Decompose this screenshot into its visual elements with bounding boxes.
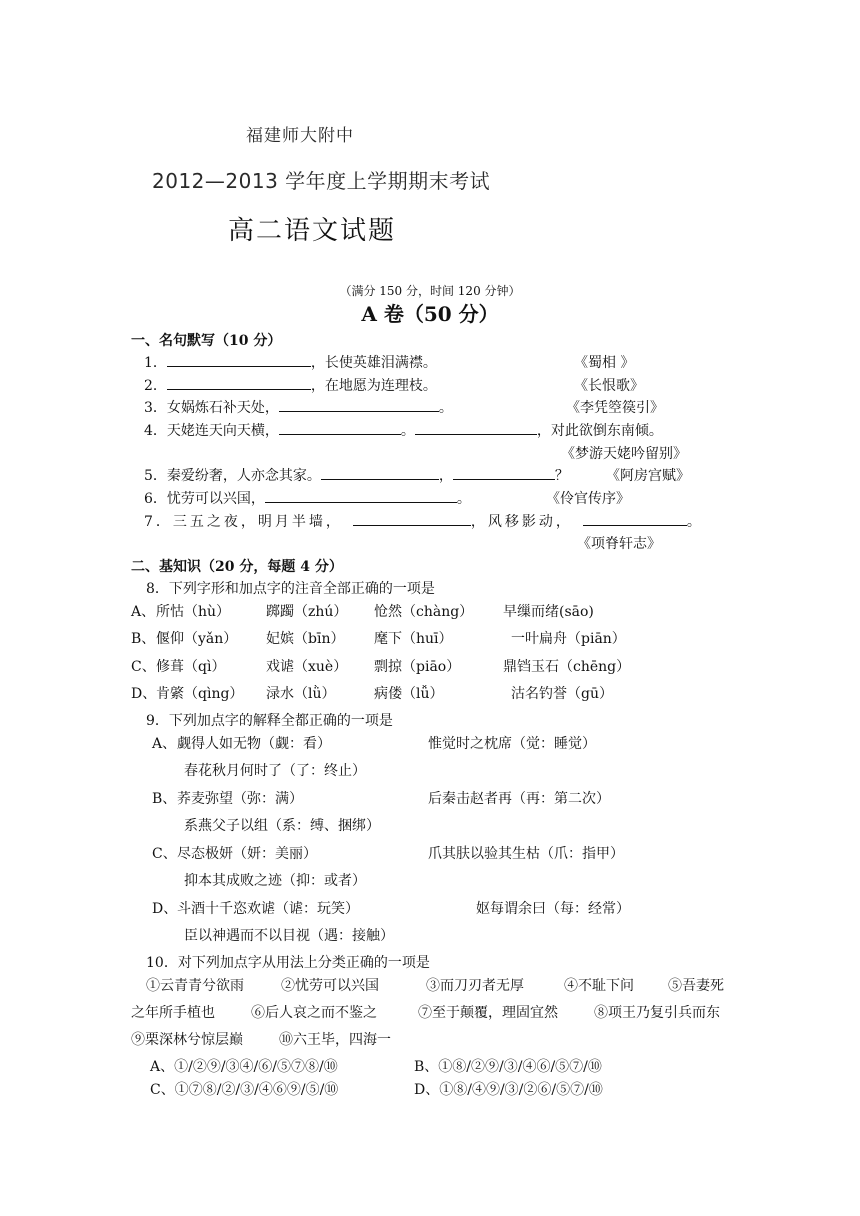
volume-title: A 卷（50 分） xyxy=(361,302,499,326)
exam-term: 2012—2013 学年度上学期期末考试 xyxy=(152,169,491,193)
question-3: 3．女娲炼石补天处， 。 xyxy=(144,397,453,417)
question-9-option-c[interactable]: C、 尽态极妍（妍：美丽） 爪其肤以验其生枯（爪：指甲） 抑本其成败之迹（抑：或者） xyxy=(152,846,624,889)
question-4: 4．天姥连天向天横， 。 ，对此欲倒东南倾。 xyxy=(144,420,663,440)
question-2: 2． ，在地愿为连理枝。 xyxy=(144,375,437,395)
question-8-option-d[interactable]: D、 肯綮（qìng） 渌水（lǜ） 病偻（lǚ） 沽名钓誉（gū） xyxy=(131,686,613,702)
question-10-items-line-3: ⑨栗深林兮惊层巅 ⑩六王毕，四海一 xyxy=(131,1032,391,1048)
question-3-source: 《李凭箜篌引》 xyxy=(566,400,664,416)
question-9-option-b[interactable]: B、 荞麦弥望（弥：满） 后秦击赵者再（再：第二次） 系燕父子以组（系：缚、捆绑） xyxy=(152,791,610,834)
answer-blank[interactable] xyxy=(583,511,687,526)
question-9-stem: 9．下列加点字的解释全都正确的一项是 xyxy=(146,713,393,729)
question-10-option-b[interactable]: B、①⑧/②⑨/③/④⑥/⑤⑦/⑩ xyxy=(414,1059,602,1075)
question-1-source: 《蜀相 》 xyxy=(574,355,635,371)
question-10-items-line-1: ①云青青兮欲雨 ②忧劳可以兴国 ③而刀刃者无厚 ④不耻下问 ⑤吾妻死 xyxy=(146,978,724,994)
question-1: 1． ，长使英雄泪满襟。 xyxy=(144,352,437,372)
section-1-title: 一、名句默写（10 分） xyxy=(131,333,282,349)
question-8-stem: 8．下列字形和加点字的注音全部正确的一项是 xyxy=(146,581,435,597)
answer-blank[interactable] xyxy=(415,420,537,435)
school-name: 福建师大附中 xyxy=(246,126,354,146)
question-10-option-d[interactable]: D、①⑧/④⑨/③/②⑥/⑤⑦/⑩ xyxy=(414,1082,603,1098)
question-10-option-a[interactable]: A、①/②⑨/③④/⑥/⑤⑦⑧/⑩ xyxy=(150,1059,338,1075)
question-5-source: 《阿房宫赋》 xyxy=(606,468,690,484)
question-9-option-d[interactable]: D、 斗酒十千恣欢谑（谑：玩笑） 妪每谓余曰（每：经常） 臣以神遇而不以目视（遇：接触） xyxy=(152,901,630,944)
exam-title: 高二语文试题 xyxy=(228,216,397,246)
question-10-stem: 10．对下列加点字从用法上分类正确的一项是 xyxy=(146,955,430,971)
score-time-note: （满分 150 分，时间 120 分钟） xyxy=(339,284,521,298)
question-10-items-line-2: 之年所手植也 ⑥后人哀之而不鉴之 ⑦至于颠覆，理固宜然 ⑧项王乃复引兵而东 xyxy=(131,1005,720,1021)
question-6-source: 《伶官传序》 xyxy=(546,491,630,507)
answer-blank[interactable] xyxy=(321,465,439,480)
answer-blank[interactable] xyxy=(279,397,439,412)
section-2-title: 二、基知识（20 分，每题 4 分） xyxy=(131,559,343,575)
question-6: 6．忧劳可以兴国， 。 xyxy=(144,488,471,508)
question-7-source: 《项脊轩志》 xyxy=(577,536,661,552)
question-7: 7．三五之夜，明月半墙， ，风移影动， 。 xyxy=(144,511,704,531)
question-9-option-a[interactable]: A、 觑得人如无物（觑：看） 惟觉时之枕席（觉：睡觉） 春花秋月何时了（了：终止） xyxy=(152,736,596,779)
answer-blank[interactable] xyxy=(167,352,311,367)
question-5: 5．秦爱纷奢，人亦念其家。 ， ？ xyxy=(144,465,569,485)
answer-blank[interactable] xyxy=(279,420,401,435)
question-4-source: 《梦游天姥吟留别》 xyxy=(561,446,687,462)
answer-blank[interactable] xyxy=(353,511,471,526)
question-2-source: 《长恨歌》 xyxy=(574,378,644,394)
question-8-option-c[interactable]: C、 修葺（qì） 戏谑（xuè） 剽掠（piāo） 鼎铛玉石（chēng） xyxy=(131,659,631,675)
answer-blank[interactable] xyxy=(453,465,555,480)
question-10-option-c[interactable]: C、①⑦⑧/②/③/④⑥⑨/⑤/⑩ xyxy=(150,1082,339,1098)
question-8-option-a[interactable]: A、 所怙（hù） 踯躅（zhú） 怆然（chàng） 早缫而绪(sāo) xyxy=(131,604,594,620)
answer-blank[interactable] xyxy=(167,375,311,390)
question-8-option-b[interactable]: B、 偃仰（yǎn） 妃嫔（bīn） 麾下（huī） 一叶扁舟（piān） xyxy=(131,631,626,647)
answer-blank[interactable] xyxy=(265,488,457,503)
